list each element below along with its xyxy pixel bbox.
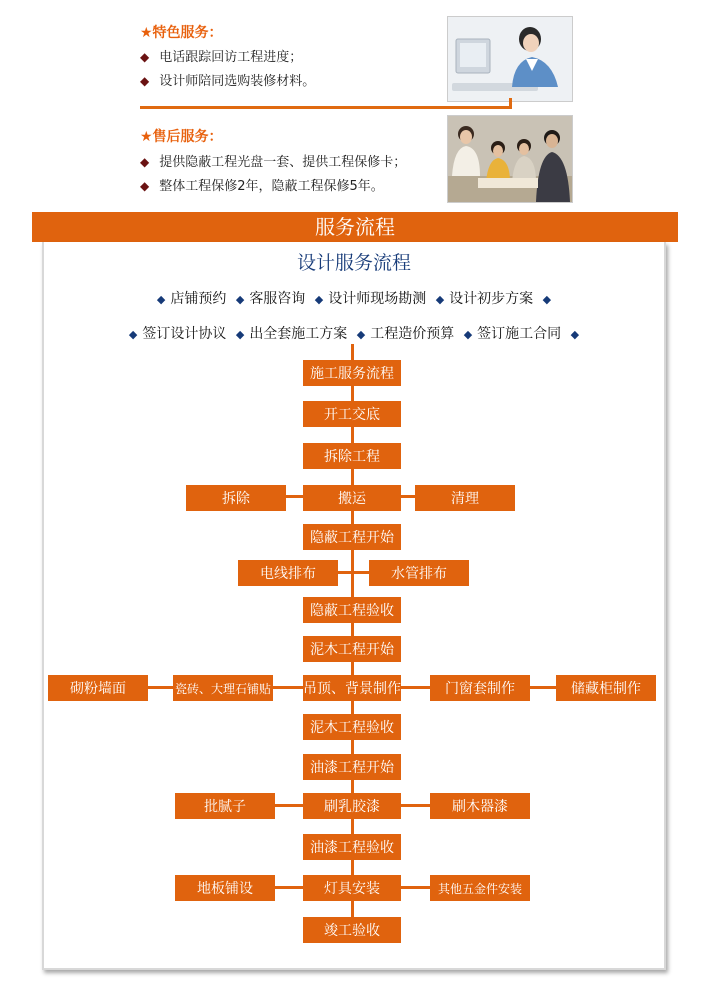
design-step: 出全套施工方案 [249,326,348,342]
design-step: 店铺预约 [170,291,227,307]
flow-box-wiring: 电线排布 [238,560,338,586]
flow-box-demolish-left: 拆除 [186,485,286,511]
special-service-item: ◆ 电话跟踪回访工程进度； [140,50,303,65]
diamond-bullet-icon: ◆ [128,328,138,341]
after-sales-item: ◆ 整体工程保修2年，隐蔽工程保修5年。 [140,179,384,194]
flow-box-masonry: 砌粉墙面 [48,675,148,701]
flow-box-wood-paint: 刷木器漆 [430,793,530,819]
divider-line [509,98,512,109]
flow-box-plumbing: 水管排布 [369,560,469,586]
diamond-bullet-icon: ◆ [235,328,245,341]
diamond-bullet-icon: ◆ [356,328,366,341]
design-step: 客服咨询 [249,291,306,307]
flow-box-demolish-right: 清理 [415,485,515,511]
diamond-bullet-icon: ◆ [542,293,552,306]
flow-box-demolish-center: 搬运 [303,485,401,511]
flow-box-ceiling: 吊顶、背景制作 [303,675,401,701]
diamond-bullet-icon: ◆ [140,50,150,64]
design-step: 设计初步方案 [449,291,534,307]
flow-box-carpentry-start: 泥木工程开始 [303,636,401,662]
special-service-item: ◆ 设计师陪同选购装修材料。 [140,74,316,89]
flow-box-hidden-start: 隐蔽工程开始 [303,524,401,550]
diamond-bullet-icon: ◆ [140,155,150,169]
flow-box-demolish: 拆除工程 [303,443,401,469]
diamond-bullet-icon: ◆ [140,74,150,88]
flow-box-putty: 批腻子 [175,793,275,819]
design-step: 签订施工合同 [477,326,562,342]
diamond-bullet-icon: ◆ [156,293,166,306]
flow-box-paint-start: 油漆工程开始 [303,754,401,780]
design-flow-title: 设计服务流程 [296,252,411,274]
flow-box-hidden-accept: 隐蔽工程验收 [303,597,401,623]
diamond-bullet-icon: ◆ [435,293,445,306]
design-step: 设计师现场勘测 [328,291,427,307]
service-flow-banner: 服务流程 [32,212,678,242]
flow-box-latex: 刷乳胶漆 [303,793,401,819]
diamond-bullet-icon: ◆ [314,293,324,306]
flow-box-lighting: 灯具安装 [303,875,401,901]
flow-box-carpentry-accept: 泥木工程验收 [303,714,401,740]
design-steps-row-2 [42,323,666,343]
design-steps-row-1 [42,288,666,308]
after-sales-item: ◆ 提供隐蔽工程光盘一套、提供工程保修卡； [140,155,407,170]
flow-box-hardware: 其他五金件安装 [430,875,530,901]
flow-box-door-frames: 门窗套制作 [430,675,530,701]
flow-box-paint-accept: 油漆工程验收 [303,834,401,860]
flow-box-completion: 竣工验收 [303,917,401,943]
diamond-bullet-icon: ◆ [463,328,473,341]
diamond-bullet-icon: ◆ [235,293,245,306]
diamond-bullet-icon: ◆ [140,179,150,193]
flow-box-start: 开工交底 [303,401,401,427]
design-step: 工程造价预算 [370,326,455,342]
divider-line [140,106,512,109]
flow-box-construction-title: 施工服务流程 [303,360,401,386]
special-services-title: ★特色服务： [140,25,223,41]
after-sales-title: ★售后服务： [140,129,223,145]
flow-box-flooring: 地板铺设 [175,875,275,901]
team-meeting-photo [447,115,573,203]
call-center-photo [447,16,573,102]
flow-box-cabinets: 储藏柜制作 [556,675,656,701]
design-step: 签订设计协议 [142,326,227,342]
flow-box-tiles: 瓷砖、大理石铺贴 [173,675,273,701]
diamond-bullet-icon: ◆ [570,328,580,341]
